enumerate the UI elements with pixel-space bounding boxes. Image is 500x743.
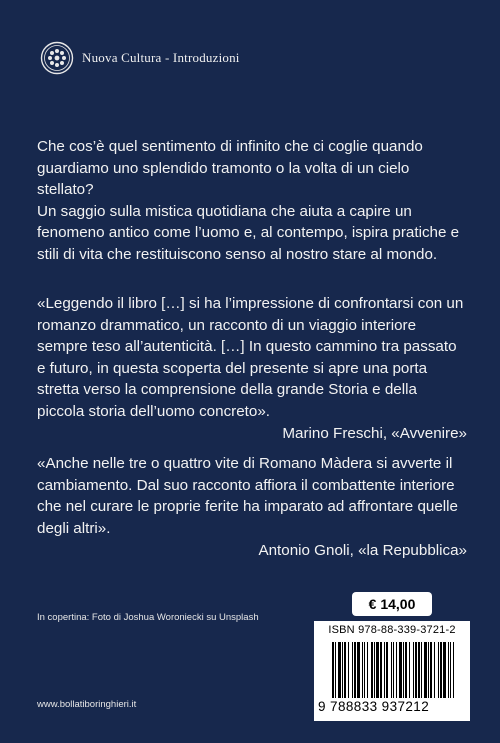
- quote-attribution: Marino Freschi, «Avvenire»: [282, 425, 467, 442]
- publisher-seal-icon: [40, 41, 74, 75]
- series-header: [40, 40, 240, 76]
- review-quote: [37, 453, 467, 562]
- review-quote: [37, 293, 467, 445]
- barcode-digits: 9 788833 937212: [318, 699, 430, 714]
- quote-text: «Anche nelle tre o quattro vite di Romano Màdera si avverte il cambiamento. Dal suo racconto affiora il combattente interiore che nel curare le proprie ferite ha imparato ad affrontare quelle degli altri».: [37, 455, 459, 537]
- quote-text: «Leggendo il libro […] si ha l’impressione di confrontarsi con un romanzo drammatico, un racconto di un viaggio interiore sempre teso all’autenticità. […] In questo cammino tra passato e futuro, in questa scoperta del presente si apre una porta stretta verso la comprensione della grande Storia e della piccola storia dell’uomo concreto».: [37, 295, 464, 420]
- cover-credit: In copertina: Foto di Joshua Woroniecki su Unsplash: [37, 612, 259, 623]
- barcode-icon: [332, 642, 454, 698]
- blurb-paragraph: Un saggio sulla mistica quotidiana che aiuta a capire un fenomeno antico come l’uomo e, al contempo, ispira pratiche e stili di vita che restituiscono senso al nostro stare al mondo.: [37, 202, 460, 263]
- quote-attribution: Antonio Gnoli, «la Repubblica»: [258, 542, 467, 559]
- book-blurb: [37, 136, 467, 265]
- series-name: Nuova Cultura - Introduzioni: [82, 50, 240, 65]
- isbn-barcode-box: [314, 621, 470, 721]
- publisher-website: www.bollatiboringhieri.it: [37, 699, 137, 710]
- blurb-paragraph: Che cos’è quel sentimento di infinito che ci coglie quando guardiamo uno splendido tramonto o la volta di un cielo stellato?: [37, 138, 423, 198]
- isbn-number: ISBN 978-88-339-3721-2: [328, 624, 456, 636]
- price-tag: € 14,00: [352, 592, 432, 616]
